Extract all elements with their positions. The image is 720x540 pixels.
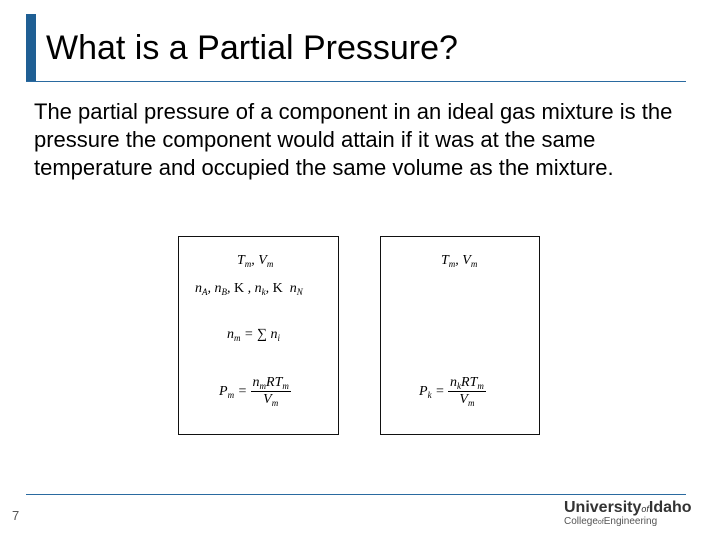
title-divider — [26, 81, 686, 82]
logo-engineering: Engineering — [603, 516, 658, 527]
component-equation-box — [380, 236, 540, 435]
mixture-pressure-equation: $P_m$ = $\frac{n_mRT_m}{V_m}$ — [219, 375, 289, 408]
mixture-state-equation: $T_m$, $V_m$ — [237, 253, 274, 269]
university-logo — [564, 499, 714, 535]
title-accent-bar — [26, 14, 36, 82]
logo-idaho: Idaho — [648, 499, 692, 516]
body-paragraph: The partial pressure of a component in an ideal gas mixture is the pressure the component would attain if it was at the same temperature and occupied the same volume as the mixture. — [34, 99, 673, 180]
slide-title: What is a Partial Pressure? — [46, 29, 458, 67]
logo-university: University — [564, 499, 642, 516]
logo-of-small: of — [597, 519, 604, 526]
logo-of: of — [641, 504, 649, 514]
total-moles-equation: $n_m$ = ∑ $n_i$ — [227, 327, 280, 343]
footer-divider — [26, 494, 686, 495]
mixture-equation-box — [178, 236, 339, 435]
page-number: 7 — [12, 508, 20, 523]
logo-college: College — [564, 516, 598, 527]
mixture-moles-equation: $n_A$, $n_B$, K , $n_k$, K $n_N$ — [195, 281, 303, 297]
component-state-equation: $T_m$, $V_m$ — [441, 253, 478, 269]
partial-pressure-equation: $P_k$ = $\frac{n_kRT_m}{V_m}$ — [419, 375, 484, 408]
